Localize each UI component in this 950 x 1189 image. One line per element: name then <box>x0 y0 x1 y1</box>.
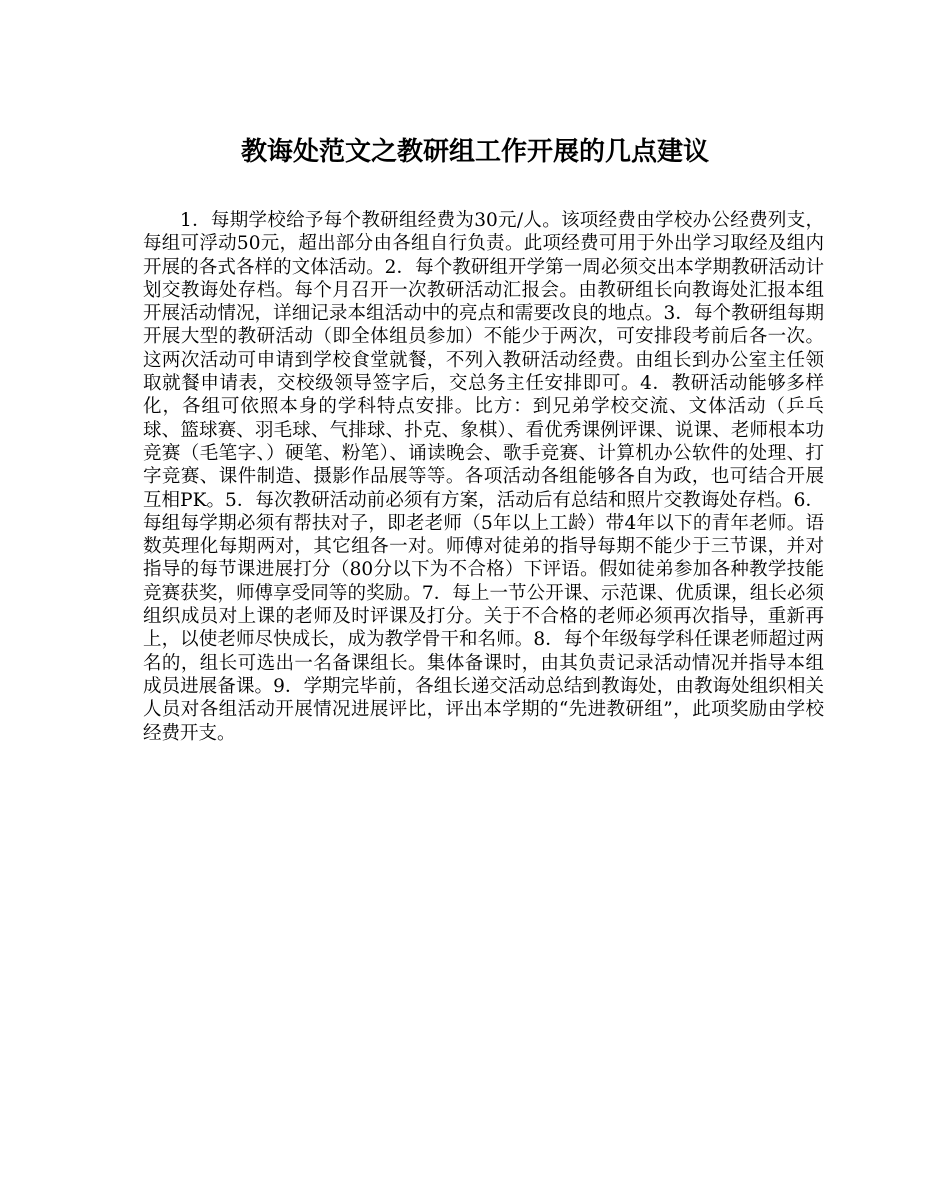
document-title: 教诲处范文之教研组工作开展的几点建议 <box>240 137 709 167</box>
document-body-paragraph: 1．每期学校给予每个教研组经费为30元/人。该项经费由学校办公经费列支，每组可浮动50元，超出部分由各组自行负责。此项经费可用于外出学习取经及组内开展的各式各样的文体活动。2．每个教研组开学第一周必须交出本学期教研活动计划交教诲处存档。每个月召开一次教研活动汇报会。由教研组长向教诲处汇报本组开展活动情况，详细记录本组活动中的亮点和需要改良的地点。3．每个教研组每期开展大型的教研活动（即全体组员参加）不能少于两次，可安排段考前后各一次。这两次活动可申请到学校食堂就餐，不列入教研活动经费。由组长到办公室主任领取就餐申请表，交校级领导签字后，交总务主任安排即可。4．教研活动能够多样化，各组可依照本身的学科特点安排。比方：到兄弟学校交流、文体活动（乒乓球、篮球赛、羽毛球、气排球、扑克、象棋）、看优秀课例评课、说课、老师根本功竞赛（毛笔字、）硬笔、粉笔）、诵读晚会、歌手竞赛、计算机办公软件的处理、打字竞赛、课件制造、摄影作品展等等。各项活动各组能够各自为政，也可结合开展互相PK。5．每次教研活动前必须有方案，活动后有总结和照片交教诲处存档。6．每组每学期必须有帮扶对子，即老老师（5年以上工龄）带4年以下的青年老师。语数英理化每期两对，其它组各一对。师傅对徒弟的指导每期不能少于三节课，并对指导的每节课进展打分（80分以下为不合格）下评语。假如徒弟参加各种教学技能竞赛获奖，师傅享受同等的奖励。7．每上一节公开课、示范课、优质课，组长必须组织成员对上课的老师及时评课及打分。关于不合格的老师必须再次指导，重新再上，以使老师尽快成长，成为教学骨干和名师。8．每个年级每学科任课老师超过两名的，组长可选出一名备课组长。集体备课时，由其负责记录活动情况并指导本组成员进展备课。9．学期完毕前，各组长递交活动总结到教诲处，由教诲处组织相关人员对各组活动开展情况进展评比，评出本学期的“先进教研组”，此项奖励由学校经费开支。 <box>143 210 824 744</box>
